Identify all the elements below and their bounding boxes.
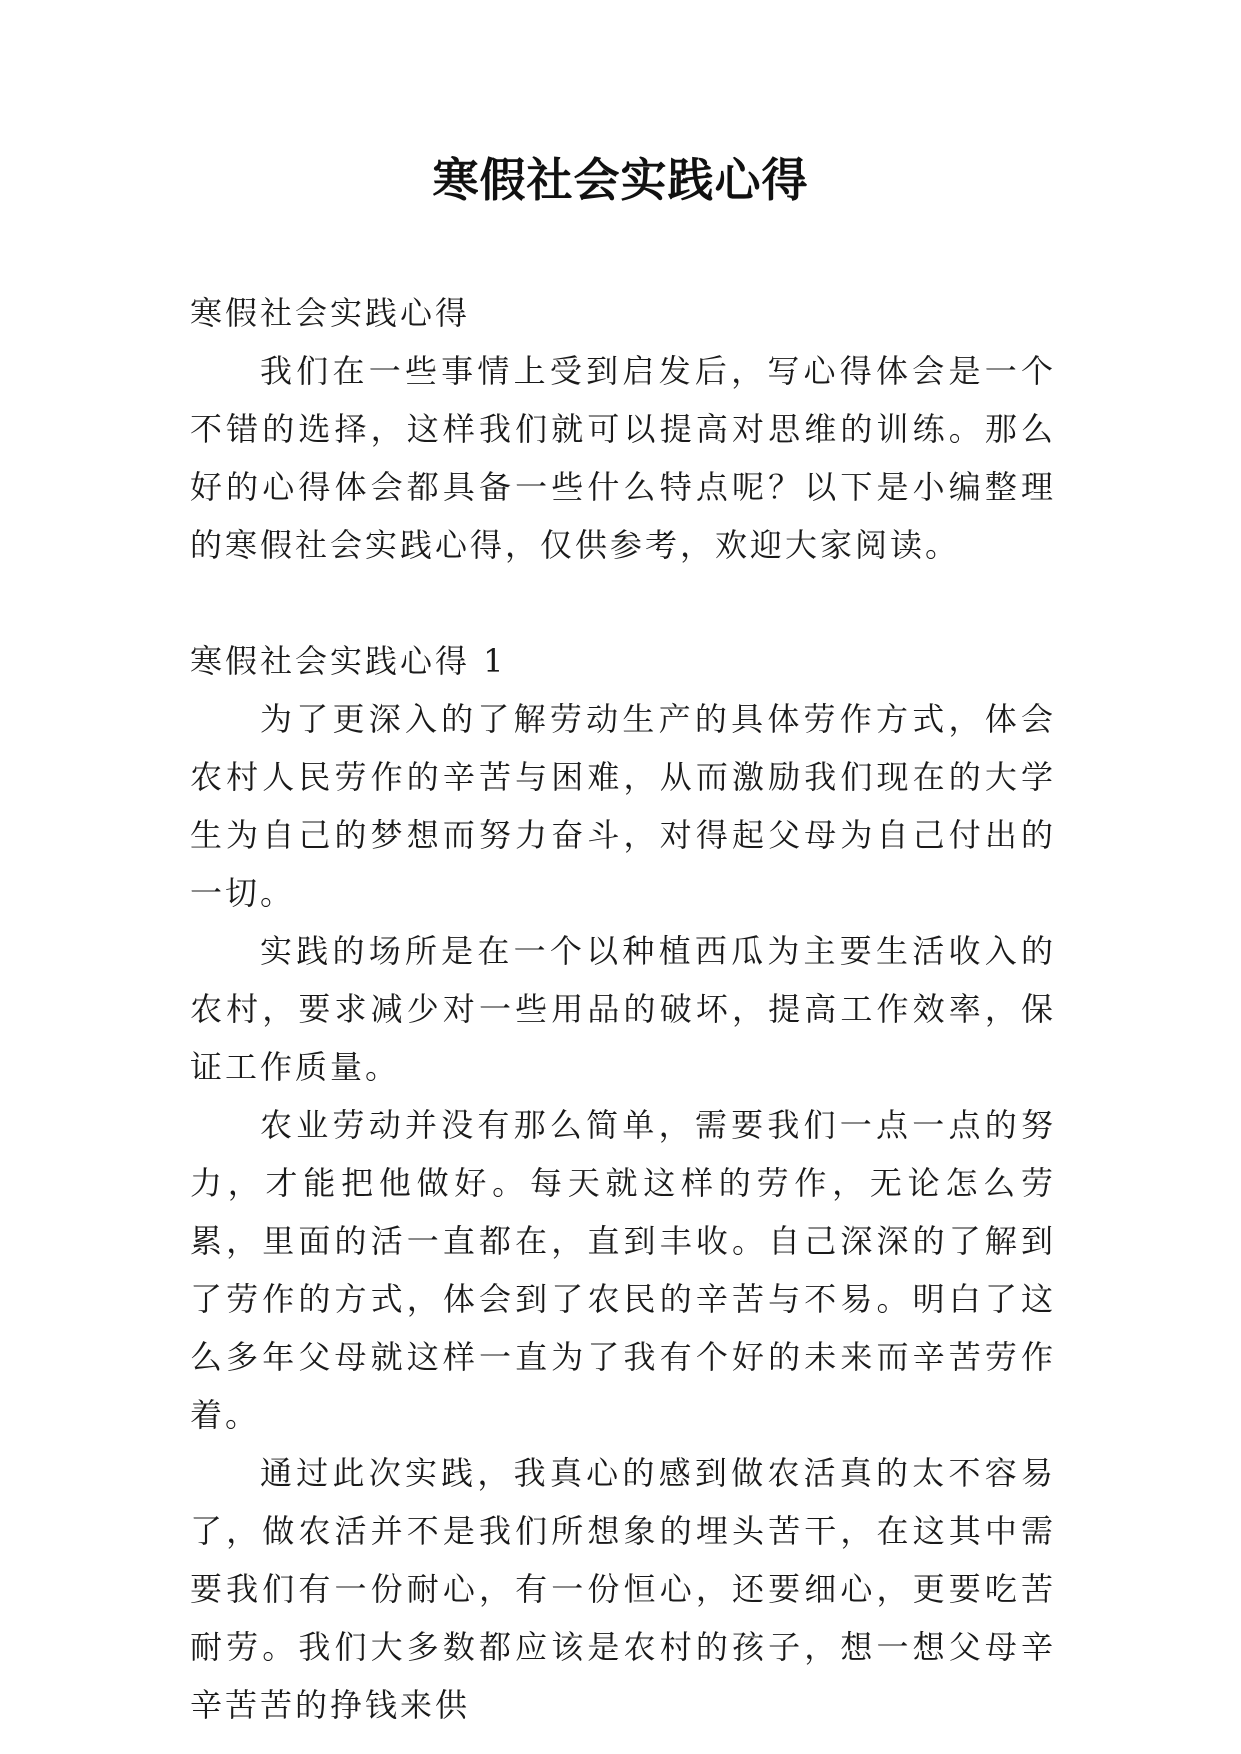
section-spacer (190, 574, 1056, 632)
body-paragraph: 为了更深入的了解劳动生产的具体劳作方式，体会农村人民劳作的辛苦与困难，从而激励我们现在的大学生为自己的梦想而努力奋斗，对得起父母为自己付出的一切。 (190, 700, 1056, 912)
intro-heading: 寒假社会实践心得 (190, 294, 471, 332)
body-paragraph: 农业劳动并没有那么简单，需要我们一点一点的努力，才能把他做好。每天就这样的劳作，无论怎么劳累，里面的活一直都在，直到丰收。自己深深的了解到了劳作的方式，体会到了农民的辛苦与不易。明白了这么多年父母就这样一直为了我有个好的未来而辛苦劳作着。 (190, 1106, 1056, 1434)
intro-paragraph: 我们在一些事情上受到启发后，写心得体会是一个不错的选择，这样我们就可以提高对思维的训练。那么好的心得体会都具备一些什么特点呢？以下是小编整理的寒假社会实践心得，仅供参考，欢迎大家阅读。 (190, 352, 1056, 564)
document-body (190, 284, 1056, 1734)
section-heading: 寒假社会实践心得 1 (190, 642, 507, 680)
body-paragraph: 通过此次实践，我真心的感到做农活真的太不容易了，做农活并不是我们所想象的埋头苦干，在这其中需要我们有一份耐心，有一份恒心，还要细心，更要吃苦耐劳。我们大多数都应该是农村的孩子，想一想父母辛辛苦苦的挣钱来供 (190, 1454, 1056, 1724)
document-title: 寒假社会实践心得 (432, 153, 809, 207)
body-paragraph: 实践的场所是在一个以种植西瓜为主要生活收入的农村，要求减少对一些用品的破坏，提高工作效率，保证工作质量。 (190, 932, 1056, 1086)
